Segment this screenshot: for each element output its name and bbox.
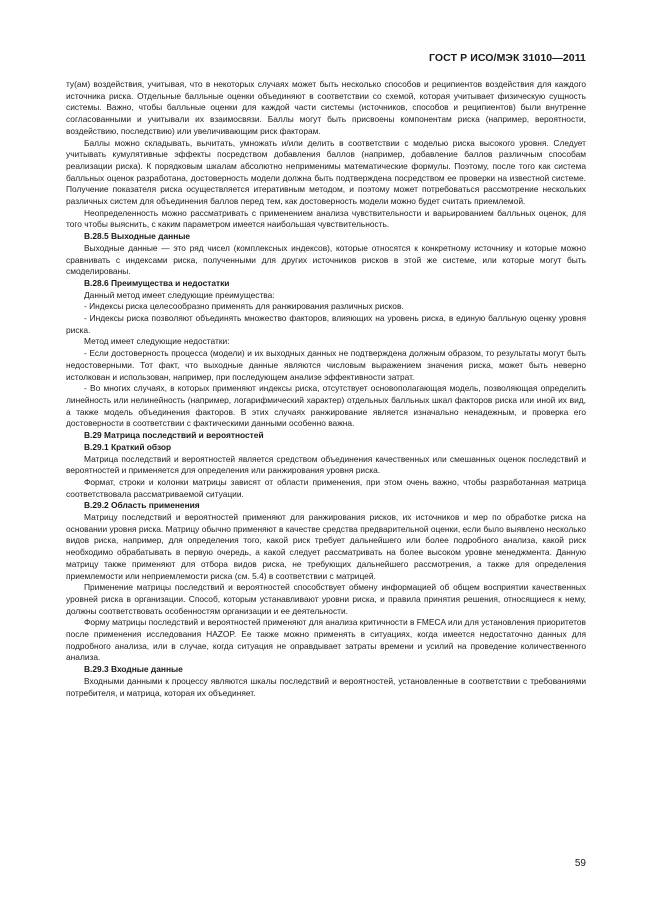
paragraph: ту(ам) воздействия, учитывая, что в некоторых случаях может быть несколько способов и реципиентов воздействия для каждого источника риска. Отдельные балльные оценки объединяют в соответствии со схемой, которая учитывает физическую сущность системы. Важно, чтобы балльные оценки для каждой части системы (источников, способов и реципиентов) были внутренне согласованными и учитывали их взаимосвязи. Баллы могут быть присвоены компонентам риска (например, вероятности, воздействию, последствию) или увеличивающим риск факторам. (66, 79, 586, 136)
paragraph: Форму матрицы последствий и вероятностей применяют для анализа критичности в FMECA или для установления приоритетов после применения исследования HAZOP. Ее также можно применять в ситуациях, когда имеется недостаточно данных для подробного анализа, или в случае, когда ситуация не оправдывает затраты времени и усилий на проведение количественного анализа. (66, 617, 586, 663)
paragraph: - Индексы риска позволяют объединять множество факторов, влияющих на уровень риска, в единую балльную оценку уровня риска. (66, 313, 586, 335)
page-header-title: ГОСТ Р ИСО/МЭК 31010—2011 (428, 52, 586, 64)
section-heading: В.29.2 Область применения (84, 500, 200, 511)
paragraph: Применение матрицы последствий и вероятностей способствует обмену информацией об общем восприятии качественных уровней риска в организации. Способ, которым устанавливают уровни риска, и правила принятия решения, относящиеся к нему, должны соответствовать особенностям организации и ее деятельности. (66, 582, 586, 616)
section-heading: В.29.1 Краткий обзор (84, 441, 172, 452)
paragraph: Входными данными к процессу являются шкалы последствий и вероятностей, установленные в соответствии с требованиями потребителя, и матрица, которая их объединяет. (66, 675, 586, 698)
section-heading: В.28.5 Выходные данные (84, 231, 191, 242)
paragraph: Матрица последствий и вероятностей является средством объединения качественных или смешанных оценок последствий и вероятностей и применяется для определения или ранжирования уровня риска. (66, 453, 586, 476)
paragraph: Баллы можно складывать, вычитать, умножать и/или делить в соответствии с моделью риска высокого уровня. Следует учитывать кумулятивные эффекты посредством добавления баллов (например, добавление баллов различным способам реализации риска). К порядковым шкалам абсолютно неприменимы математические формулы. Поэтому, после того как система балльных оценок разработана, достоверность модели должна быть подтверждена посредством ее проверки на известной системе. Получение показателя риска осуществляется итеративным методом, и поэтому может потребоваться рассмотрение нескольких различных систем для объединения баллов перед тем, как достоверность модели можно будет считать приемлемой. (66, 137, 586, 207)
page-number: 59 (574, 858, 586, 869)
paragraph: Неопределенность можно рассматривать с применением анализа чувствительности и варьированием балльных оценок, для того чтобы выяснить, с каким параметром имеется наибольшая чувствительность. (66, 207, 586, 230)
paragraph: Выходные данные — это ряд чисел (комплексных индексов), которые относятся к конкретному источнику и которые можно сравнивать с индексами риска, полученными для других источников рисков в этой же системе, или которые могут быть смоделированы. (66, 242, 586, 277)
paragraph: - Если достоверность процесса (модели) и их выходных данных не подтверждена должным образом, то результаты могут быть недостоверными. Тот факт, что выходные данные являются числовым выражением значения риска, может быть неверно истолкован и использован, например, при последующем анализе эффективности затрат. (66, 348, 586, 382)
section-heading: В.28.6 Преимущества и недостатки (84, 277, 230, 288)
paragraph: Метод имеет следующие недостатки: (84, 336, 230, 347)
paragraph: Данный метод имеет следующие преимущества: (84, 289, 275, 300)
paragraph: Формат, строки и колонки матрицы зависят от области применения, при этом очень важно, чтобы разработанная матрица соответствовала рассматриваемой ситуации. (66, 476, 586, 499)
document-body (66, 79, 586, 699)
section-heading: В.29.3 Входные данные (84, 664, 183, 675)
paragraph: - Индексы риска целесообразно применять для ранжирования различных рисков. (84, 301, 404, 312)
paragraph: - Во многих случаях, в которых применяют индексы риска, отсутствует основополагающая модель, позволяющая определить линейность или нелинейность (например, логарифмический характер) отдельных балльных шкал факторов риска или иной их вид, а также модель объединения факторов. В этих случаях ранжирование является изначально ненадежным, и проверка его достоверности в соответствии с фактическими данными особенно важна. (66, 383, 586, 429)
paragraph: Матрицу последствий и вероятностей применяют для ранжирования рисков, их источников и мер по обработке риска на основании уровня риска. Матрицу обычно применяют в качестве средства предварительной оценки, если было выявлено несколько видов риска, например, для определения того, какой риск требует дальнейшего или более подробного анализа, какой риск необходимо обрабатывать в первую очередь, а какой следует рассматривать на более высоком уровне менеджмента. Данную матрицу также применяют для отбора видов риска, не требующих дальнейшего рассмотрения, а также для определения приемлемости или неприемлемости риска (см. 5.4) в соответствии с матрицей. (66, 512, 586, 581)
section-heading: В.29 Матрица последствий и вероятностей (84, 430, 264, 441)
